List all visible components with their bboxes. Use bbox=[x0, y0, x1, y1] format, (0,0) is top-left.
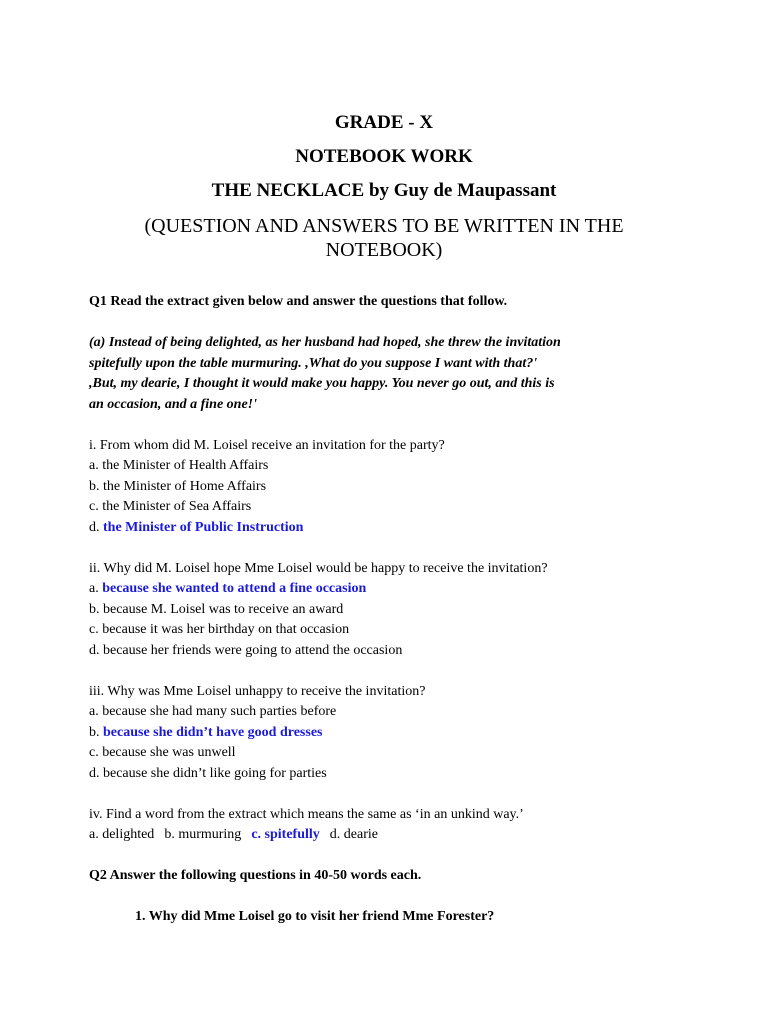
correct-answer: c. spitefully bbox=[251, 827, 320, 842]
question-iv: iv. Find a word from the extract which means the same as ‘in an unkind way.’ bbox=[89, 806, 524, 822]
q2-item-1: 1. Why did Mme Loisel go to visit her friend Mme Forester? bbox=[135, 909, 495, 924]
subtitle-line-2: NOTEBOOK) bbox=[325, 239, 443, 261]
option-i-d bbox=[89, 518, 749, 539]
option-i-a: a. the Minister of Health Affairs bbox=[89, 458, 269, 473]
q1-heading: Q1 Read the extract given below and answer the questions that follow. bbox=[89, 294, 508, 309]
extract-line: ,But, my dearie, I thought it would make you happy. You never go out, and this is bbox=[89, 376, 555, 391]
questions-body bbox=[89, 292, 749, 928]
subtitle-line-1: (QUESTION AND ANSWERS TO BE WRITTEN IN THE bbox=[144, 215, 624, 237]
correct-answer: the Minister of Public Instruction bbox=[103, 519, 304, 535]
option-prefix: b. bbox=[89, 724, 100, 740]
option-iii-b bbox=[89, 723, 749, 744]
option-iv-d: d. dearie bbox=[329, 827, 378, 842]
extract-line: (a) Instead of being delighted, as her husband had hoped, she threw the invitation bbox=[89, 335, 561, 350]
option-prefix: a. bbox=[89, 581, 99, 596]
option-prefix: d. bbox=[89, 519, 100, 535]
extract-line: an occasion, and a fine one!' bbox=[89, 396, 258, 412]
option-iv-a: a. delighted bbox=[89, 827, 155, 842]
notebook-heading: NOTEBOOK WORK bbox=[295, 146, 473, 167]
extract-block bbox=[89, 333, 749, 415]
correct-answer: because she wanted to attend a fine occasion bbox=[102, 581, 367, 596]
option-i-b: b. the Minister of Home Affairs bbox=[89, 478, 267, 494]
option-iii-d: d. because she didn’t like going for parties bbox=[89, 765, 327, 781]
option-ii-d: d. because her friends were going to attend the occasion bbox=[89, 642, 403, 658]
option-i-c: c. the Minister of Sea Affairs bbox=[89, 499, 252, 514]
option-iii-a: a. because she had many such parties before bbox=[89, 704, 337, 719]
option-iv-b: b. murmuring bbox=[164, 827, 242, 842]
option-ii-b: b. because M. Loisel was to receive an award bbox=[89, 601, 344, 617]
question-i: i. From whom did M. Loisel receive an invitation for the party? bbox=[89, 437, 445, 453]
option-ii-a bbox=[89, 579, 749, 600]
grade-heading: GRADE - X bbox=[334, 112, 434, 133]
q2-heading: Q2 Answer the following questions in 40-50 words each. bbox=[89, 868, 422, 883]
question-iii: iii. Why was Mme Loisel unhappy to receive the invitation? bbox=[89, 683, 426, 699]
correct-answer: because she didn’t have good dresses bbox=[103, 724, 323, 740]
options-iv bbox=[89, 825, 749, 846]
extract-line: spitefully upon the table murmuring. ,What do you suppose I want with that?' bbox=[89, 355, 538, 371]
option-iii-c: c. because she was unwell bbox=[89, 745, 236, 760]
option-ii-c: c. because it was her birthday on that occasion bbox=[89, 622, 350, 637]
title-heading: THE NECKLACE by Guy de Maupassant bbox=[211, 180, 557, 201]
question-ii: ii. Why did M. Loisel hope Mme Loisel would be happy to receive the invitation? bbox=[89, 560, 548, 576]
